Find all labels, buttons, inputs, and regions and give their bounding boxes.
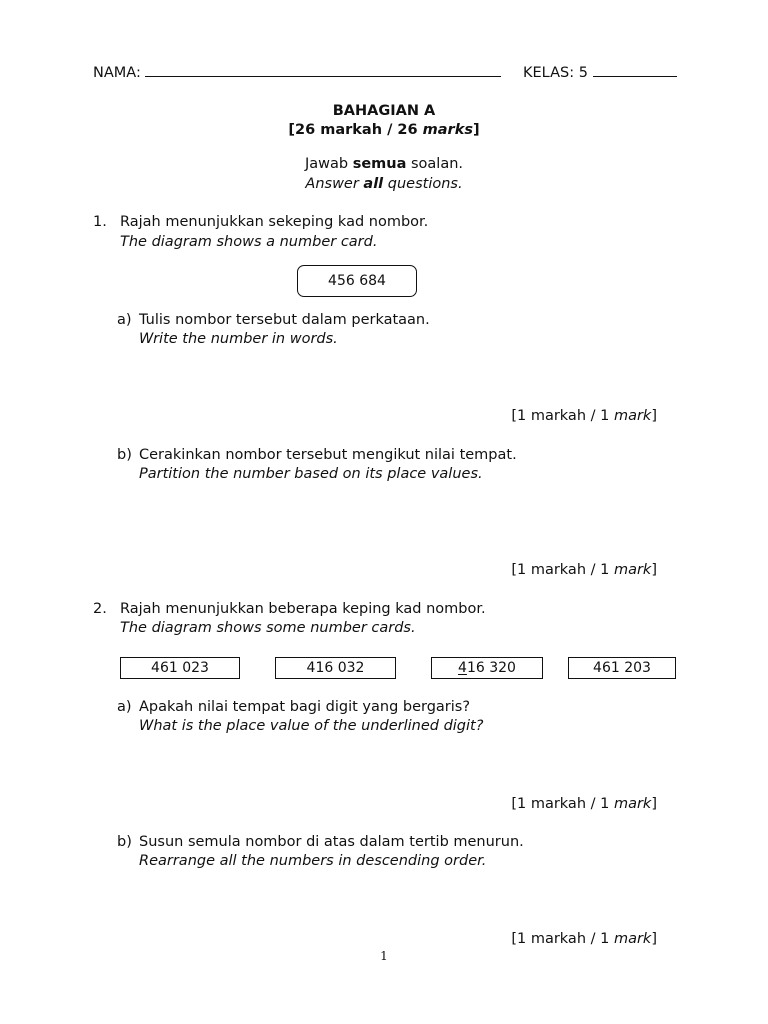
q1a-label: a) xyxy=(117,312,132,328)
q1-number: 1. xyxy=(93,214,107,230)
q1-stem-ms: Rajah menunjukkan sekeping kad nombor. xyxy=(120,214,429,230)
class-label: KELAS: 5 xyxy=(523,65,588,81)
q1a-marks: [1 markah / 1 mark] xyxy=(511,408,657,424)
q2a-marks: [1 markah / 1 mark] xyxy=(511,796,657,812)
instruction-ms: Jawab semua soalan. xyxy=(304,156,464,172)
q2a-text-ms: Apakah nilai tempat bagi digit yang bergaris? xyxy=(139,699,471,715)
q2b-text-en: Rearrange all the numbers in descending order. xyxy=(139,853,487,869)
section-marks: [26 markah / 26 marks] xyxy=(288,122,480,138)
page-number: 1 xyxy=(380,949,388,963)
class-field xyxy=(523,62,677,81)
instruction-en: Answer all questions. xyxy=(305,176,463,192)
q2-number-card-3: 416 320 xyxy=(431,657,543,679)
q2-stem-ms: Rajah menunjukkan beberapa keping kad nombor. xyxy=(120,601,486,617)
q1a-text-ms: Tulis nombor tersebut dalam perkataan. xyxy=(139,312,430,328)
q1-stem-en: The diagram shows a number card. xyxy=(120,234,378,250)
section-title: BAHAGIAN A xyxy=(332,103,436,119)
q2-number: 2. xyxy=(93,601,107,617)
class-blank-line[interactable] xyxy=(593,62,677,77)
q2b-label: b) xyxy=(117,834,132,850)
underlined-digit: 4 xyxy=(458,660,467,676)
q2-number-card-2: 416 032 xyxy=(275,657,396,679)
name-blank-line[interactable] xyxy=(145,62,501,77)
q2b-marks: [1 markah / 1 mark] xyxy=(511,931,657,947)
name-label: NAMA: xyxy=(93,65,141,81)
q1-number-card: 456 684 xyxy=(297,265,417,297)
q2-stem-en: The diagram shows some number cards. xyxy=(120,620,416,636)
q2a-label: a) xyxy=(117,699,132,715)
q1b-marks: [1 markah / 1 mark] xyxy=(511,562,657,578)
q1b-text-ms: Cerakinkan nombor tersebut mengikut nilai tempat. xyxy=(139,447,517,463)
q2b-text-ms: Susun semula nombor di atas dalam tertib menurun. xyxy=(139,834,524,850)
q1b-text-en: Partition the number based on its place values. xyxy=(139,466,483,482)
name-field xyxy=(93,62,501,81)
q2-number-card-1: 461 023 xyxy=(120,657,240,679)
q2-number-card-4: 461 203 xyxy=(568,657,676,679)
q1a-text-en: Write the number in words. xyxy=(139,331,338,347)
q2a-text-en: What is the place value of the underlined digit? xyxy=(139,718,484,734)
q1b-label: b) xyxy=(117,447,132,463)
